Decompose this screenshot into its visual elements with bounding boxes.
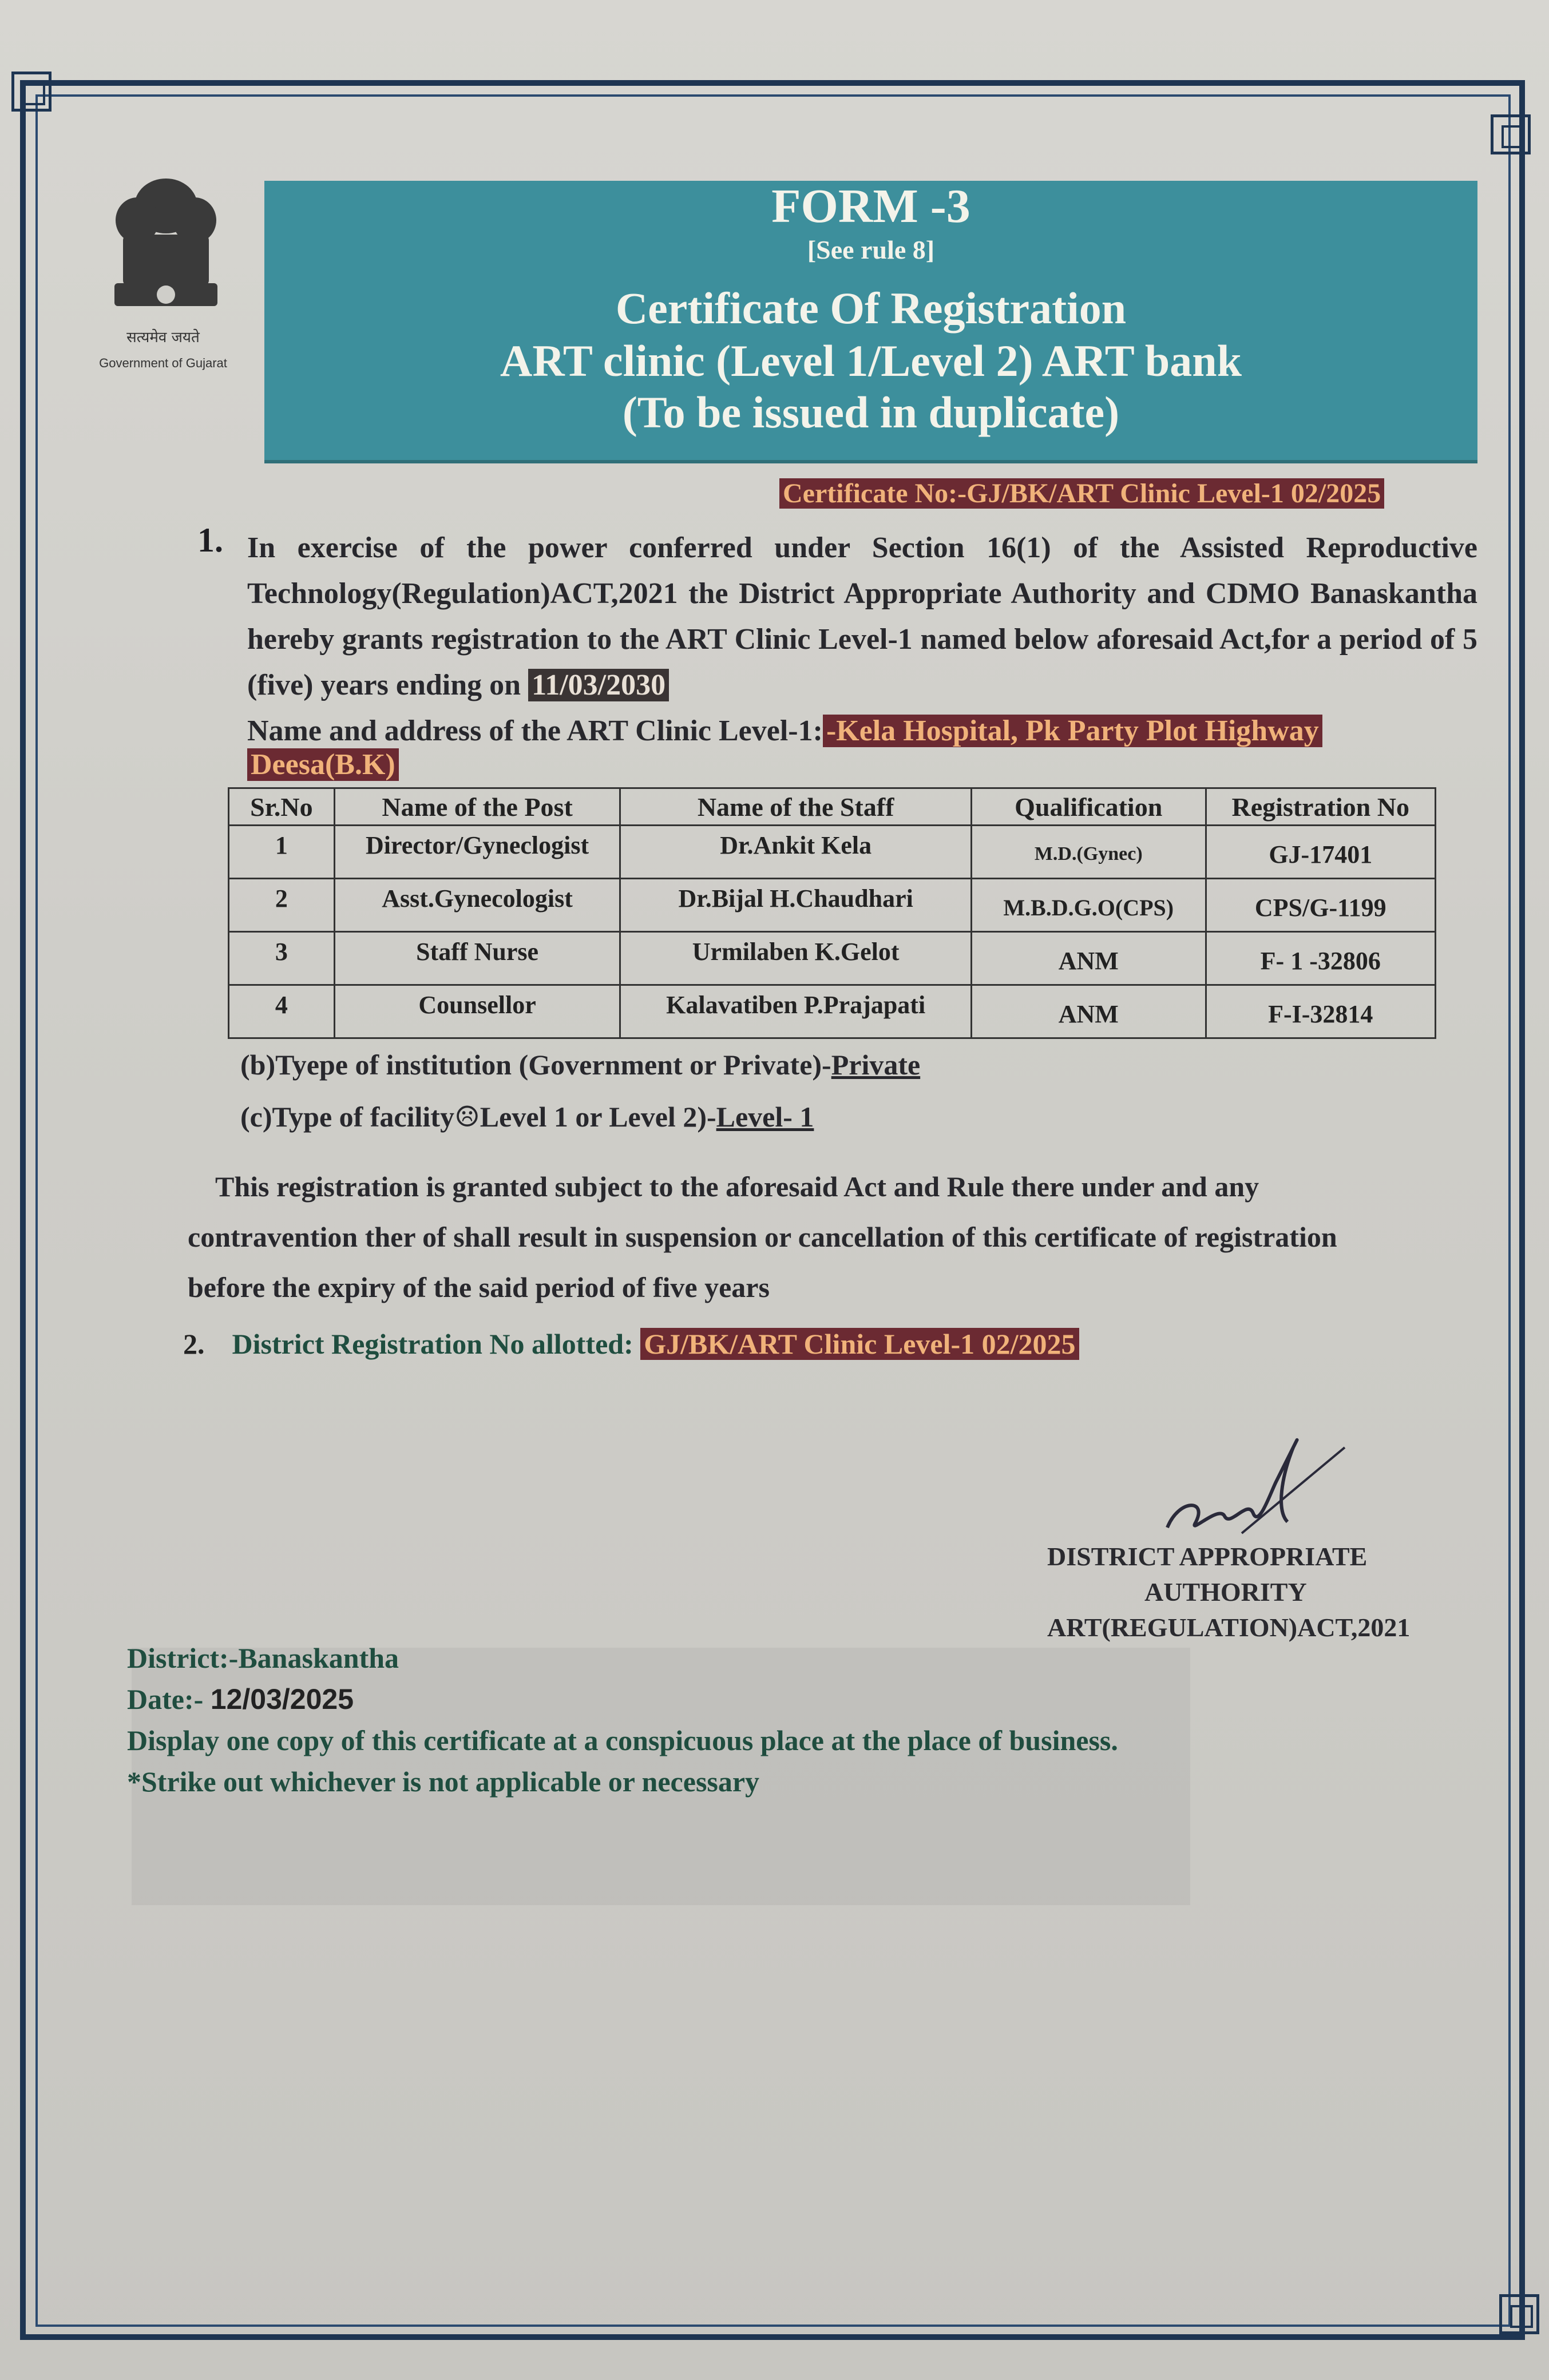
cell-post: Staff Nurse [334,932,620,985]
display-note: Display one copy of this certificate at a conspicuous place at the place of business. [127,1724,1118,1756]
cell-post: Counsellor [334,985,620,1038]
cell-sr-no: 2 [229,879,335,932]
column-header: Qualification [971,788,1206,826]
authority-line: ART(REGULATION)ACT,2021 [1047,1613,1411,1642]
district-registration-line [183,1327,1079,1360]
table-row [229,826,1436,879]
cell-staff-name: Kalavatiben P.Prajapati [620,985,972,1038]
cell-staff-name: Dr.Bijal H.Chaudhari [620,879,972,932]
authority-line: AUTHORITY [1144,1577,1307,1606]
table-row [229,879,1436,932]
table-row [229,932,1436,985]
end-date: 11/03/2030 [528,669,669,701]
certificate-number: Certificate No:-GJ/BK/ART Clinic Level-1 02/2025 [779,478,1384,509]
cell-qualification: M.D.(Gynec) [971,826,1206,879]
rule-reference: [See rule 8] [807,235,935,264]
emblem-motto: सत्यमेव जयते [126,329,200,346]
section1-text: In exercise of the power conferred under Section 16(1) of the Assisted Reproductive Technology(Regulation)ACT,2021 the District Appropriate Authority and CDMO Banaskantha hereby grants registration to the ART Clinic Level-1 named below aforesaid Act,for a period of 5 (five) years ending on [247,531,1477,701]
clinic-address: Deesa(B.K) [247,748,399,781]
column-header: Name of the Staff [620,788,972,826]
cell-registration-no: F-I-32814 [1206,985,1435,1038]
section-number: 2. [183,1328,205,1360]
cell-staff-name: Urmilaben K.Gelot [620,932,972,985]
date-value: 12/03/2025 [210,1683,354,1715]
cell-staff-name: Dr.Ankit Kela [620,826,972,879]
facility-label: (c)Type of facility☹Level 1 or Level 2)- [240,1101,716,1133]
table-header-row [229,788,1436,826]
cell-registration-no: CPS/G-1199 [1206,879,1435,932]
clinic-name: -Kela Hospital, Pk Party Plot Highway [823,715,1322,747]
facility-value: Level- 1 [716,1101,814,1133]
facility-type-line [240,1100,814,1133]
date-line [127,1679,1118,1720]
institution-type-line [240,1048,920,1081]
corner-ornament [1491,114,1531,154]
certificate-subtitle: ART clinic (Level 1/Level 2) ART bank [500,336,1242,386]
column-header: Name of the Post [334,788,620,826]
terms-line: This registration is granted subject to the aforesaid Act and Rule there under and any [215,1171,1259,1203]
duplicate-note: (To be issued in duplicate) [622,387,1120,437]
clinic-label: Name and address of the ART Clinic Level-1: [247,715,823,747]
cell-qualification: M.B.D.G.O(CPS) [971,879,1206,932]
column-header: Registration No [1206,788,1435,826]
cell-post: Asst.Gynecologist [334,879,620,932]
corner-ornament [1499,2294,1539,2334]
date-label: Date:- [127,1683,211,1715]
terms-paragraph [188,1161,1469,1312]
authority-signature-block [1047,1539,1459,1645]
strike-note: *Strike out whichever is not applicable or necessary [127,1766,760,1798]
cell-registration-no: GJ-17401 [1206,826,1435,879]
cell-qualification: ANM [971,932,1206,985]
header-banner [264,181,1477,463]
table-row [229,985,1436,1038]
institution-label: (b)Tyepe of institution (Government or Private)- [240,1049,831,1081]
district-registration-value: GJ/BK/ART Clinic Level-1 02/2025 [640,1328,1079,1360]
emblem-government-label: Government of Gujarat [99,356,227,370]
corner-ornament [11,72,51,112]
column-header: Sr.No [229,788,335,826]
authority-line: DISTRICT APPROPRIATE [1047,1542,1368,1571]
footer-block [127,1637,1118,1802]
staff-table [228,787,1436,1039]
cell-qualification: ANM [971,985,1206,1038]
terms-line: contravention ther of shall result in suspension or cancellation of this certificate of registration [188,1221,1337,1253]
district-label: District:-Banaskantha [127,1642,399,1674]
cell-sr-no: 4 [229,985,335,1038]
certificate-title: Certificate Of Registration [615,283,1127,333]
district-registration-label: District Registration No allotted: [232,1328,641,1360]
terms-line: before the expiry of the said period of five years [188,1271,770,1303]
cell-registration-no: F- 1 -32806 [1206,932,1435,985]
section1-paragraph [247,525,1477,708]
cell-sr-no: 1 [229,826,335,879]
section-number: 1. [197,521,223,559]
cell-post: Director/Gyneclogist [334,826,620,879]
form-title: FORM -3 [771,180,970,233]
clinic-address-line [247,745,399,785]
cell-sr-no: 3 [229,932,335,985]
clinic-line [247,708,1322,754]
institution-value: Private [831,1049,921,1081]
